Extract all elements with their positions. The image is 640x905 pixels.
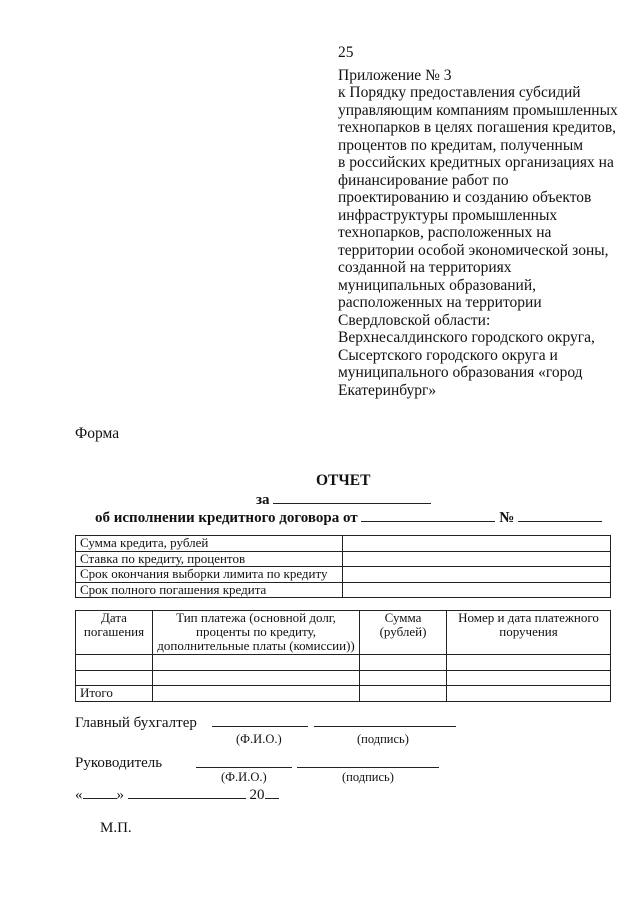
- period-blank[interactable]: [273, 490, 431, 504]
- row-label: Сумма кредита, рублей: [76, 536, 343, 552]
- appendix-line: созданной на территориях: [338, 259, 512, 276]
- director-fio-blank[interactable]: [196, 754, 292, 768]
- report-subtitle: [95, 508, 602, 527]
- table-row: [76, 655, 611, 671]
- appendix-line: управляющим компаниям промышленных: [338, 101, 618, 119]
- form-label: Форма: [75, 425, 120, 442]
- number-sign: №: [499, 510, 515, 526]
- quote-close: »: [116, 787, 124, 803]
- month-blank[interactable]: [128, 785, 246, 799]
- cell[interactable]: [447, 655, 611, 671]
- value-cell[interactable]: [343, 567, 611, 583]
- total-row: [76, 686, 611, 702]
- header-order: Номер и дата платежного поручения: [447, 611, 611, 655]
- appendix-line: муниципальных образований,: [338, 276, 536, 294]
- contract-number-blank[interactable]: [518, 508, 602, 522]
- appendix-line: к Порядку предоставления субсидий: [338, 84, 581, 101]
- header-row: [76, 611, 611, 655]
- director-signature-blank[interactable]: [297, 754, 439, 768]
- cell[interactable]: [76, 655, 153, 671]
- page-number: 25: [338, 44, 354, 61]
- stamp-place: М.П.: [100, 820, 132, 836]
- total-label: Итого: [76, 686, 153, 702]
- appendix-line: инфраструктуры промышленных: [338, 206, 558, 224]
- fio-caption: (Ф.И.О.): [236, 732, 282, 746]
- credit-info-table: [75, 535, 611, 598]
- signature-caption: (подпись): [357, 732, 409, 746]
- value-cell[interactable]: [343, 582, 611, 598]
- table-row: [76, 567, 611, 583]
- cell[interactable]: [447, 670, 611, 686]
- chief-accountant-label: Главный бухгалтер: [75, 715, 197, 731]
- row-label: Срок полного погашения кредита: [76, 582, 343, 598]
- header-type: Тип платежа (основной долг, проценты по кредиту, дополнительные платы (комиссии)): [153, 611, 360, 655]
- appendix-line: Сысертского городского округа и: [338, 346, 558, 364]
- row-label: Срок окончания выборки лимита по кредиту: [76, 567, 343, 583]
- fio-caption: (Ф.И.О.): [221, 770, 267, 784]
- chief-accountant-signature-blank[interactable]: [314, 713, 456, 727]
- table-row: [76, 536, 611, 552]
- day-blank[interactable]: [83, 785, 117, 799]
- contract-date-blank[interactable]: [361, 508, 495, 522]
- appendix-line: технопарков, расположенных на: [338, 224, 552, 241]
- appendix-line: Приложение № 3: [338, 66, 452, 84]
- date-line: [75, 785, 279, 804]
- cell[interactable]: [360, 686, 447, 702]
- signature-caption: (подпись): [342, 770, 394, 784]
- quote-open: «: [75, 787, 83, 803]
- for-label: за: [256, 492, 270, 508]
- appendix-line: в российских кредитных организациях на: [338, 154, 614, 171]
- subtitle-text: об исполнении кредитного договора от: [95, 510, 358, 526]
- appendix-line: процентов по кредитам, полученным: [338, 136, 584, 154]
- appendix-line: Екатеринбург»: [338, 381, 437, 399]
- year-blank[interactable]: [265, 785, 279, 799]
- cell[interactable]: [360, 655, 447, 671]
- value-cell[interactable]: [343, 551, 611, 567]
- appendix-header: [338, 44, 618, 399]
- appendix-line: Верхнесалдинского городского округа,: [338, 329, 595, 346]
- appendix-line: технопарков в целях погашения кредитов,: [338, 119, 617, 136]
- appendix-line: муниципального образования «город: [338, 364, 583, 381]
- appendix-line: финансирование работ по: [338, 171, 509, 189]
- director-label: Руководитель: [75, 755, 163, 771]
- cell[interactable]: [153, 655, 360, 671]
- table-row: [76, 582, 611, 598]
- appendix-line: Свердловской области:: [338, 311, 491, 329]
- row-label: Ставка по кредиту, процентов: [76, 551, 343, 567]
- header-date: Дата погашения: [76, 611, 153, 655]
- cell[interactable]: [153, 686, 360, 702]
- chief-accountant-fio-blank[interactable]: [212, 713, 308, 727]
- cell[interactable]: [153, 670, 360, 686]
- payments-table: [75, 610, 611, 702]
- report-title: ОТЧЕТ: [316, 472, 371, 489]
- appendix-line: проектированию и созданию объектов: [338, 189, 592, 206]
- header-sum: Сумма (рублей): [360, 611, 447, 655]
- year-prefix: 20: [249, 787, 265, 803]
- appendix-line: расположенных на территории: [338, 294, 542, 311]
- table-row: [76, 551, 611, 567]
- cell[interactable]: [76, 670, 153, 686]
- value-cell[interactable]: [343, 536, 611, 552]
- report-period: [256, 490, 431, 509]
- cell[interactable]: [447, 686, 611, 702]
- table-row: [76, 670, 611, 686]
- cell[interactable]: [360, 670, 447, 686]
- appendix-line: территории особой экономической зоны,: [338, 241, 609, 259]
